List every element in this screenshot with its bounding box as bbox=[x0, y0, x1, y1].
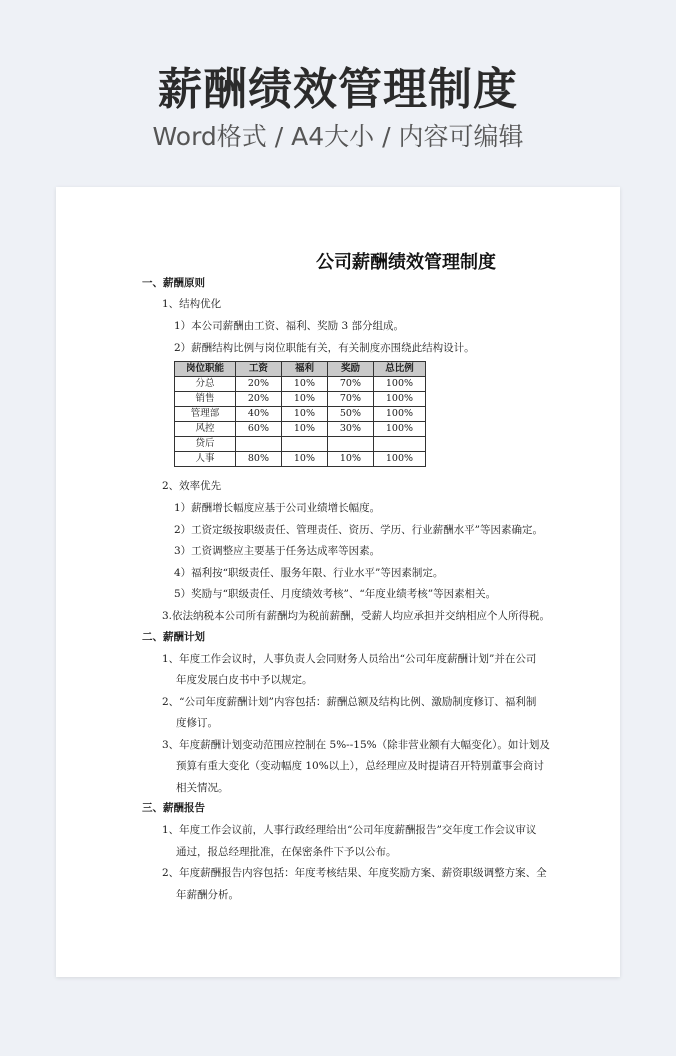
paragraph: 年度发展白皮书中予以规定。 bbox=[176, 674, 313, 686]
table-cell: 10% bbox=[281, 377, 327, 392]
table-cell: 10% bbox=[327, 452, 373, 467]
paragraph: 5）奖励与“职级责任、月度绩效考核”、“年度业绩考核”等因素相关。 bbox=[174, 588, 497, 600]
table-cell: 20% bbox=[235, 377, 281, 392]
paragraph: 2）薪酬结构比例与岗位职能有关，有关制度亦围绕此结构设计。 bbox=[174, 342, 475, 354]
table-cell: 10% bbox=[281, 407, 327, 422]
banner-title: 薪酬绩效管理制度 bbox=[158, 64, 518, 115]
paragraph: 预算有重大变化（变动幅度 10%以上），总经理应及时提请召开特别董事会商讨 bbox=[176, 760, 544, 772]
subsection-structure: 1、结构优化 bbox=[162, 298, 222, 310]
table-cell: 人事 bbox=[175, 452, 236, 467]
paragraph: 相关情况。 bbox=[176, 782, 229, 794]
document-title: 公司薪酬绩效管理制度 bbox=[316, 252, 496, 273]
table-cell: 60% bbox=[235, 422, 281, 437]
table-cell: 风控 bbox=[175, 422, 236, 437]
paragraph: 1、年度工作会议前，人事行政经理给出“公司年度薪酬报告”交年度工作会议审议 bbox=[162, 824, 537, 836]
banner-subtitle: Word格式 / A4大小 / 内容可编辑 bbox=[152, 122, 524, 151]
table-cell: 100% bbox=[373, 407, 425, 422]
table-row bbox=[175, 452, 426, 467]
paragraph: 年薪酬分析。 bbox=[176, 889, 239, 901]
paragraph: 1）本公司薪酬由工资、福利、奖励 3 部分组成。 bbox=[174, 320, 405, 332]
table-cell bbox=[327, 437, 373, 452]
paragraph: 度修订。 bbox=[176, 717, 218, 729]
salary-ratio-table bbox=[174, 361, 426, 467]
paragraph: 3）工资调整应主要基于任务达成率等因素。 bbox=[174, 545, 381, 557]
table-cell bbox=[281, 437, 327, 452]
table-cell: 30% bbox=[327, 422, 373, 437]
document-page bbox=[56, 187, 620, 977]
section-heading-plan: 二、薪酬计划 bbox=[142, 631, 205, 643]
table-header-cell: 福利 bbox=[281, 362, 327, 377]
paragraph: 通过，报总经理批准，在保密条件下予以公布。 bbox=[176, 846, 397, 858]
paragraph: 2、“公司年度薪酬计划”内容包括：薪酬总额及结构比例、激励制度修订、福利制 bbox=[162, 696, 537, 708]
table-cell: 70% bbox=[327, 392, 373, 407]
table-cell: 销售 bbox=[175, 392, 236, 407]
table-cell: 100% bbox=[373, 392, 425, 407]
table-header-row bbox=[175, 362, 426, 377]
table-cell: 100% bbox=[373, 377, 425, 392]
table-cell: 80% bbox=[235, 452, 281, 467]
document-body bbox=[56, 187, 620, 977]
table-cell: 10% bbox=[281, 392, 327, 407]
table-cell: 100% bbox=[373, 422, 425, 437]
table-cell: 100% bbox=[373, 452, 425, 467]
table-row bbox=[175, 437, 426, 452]
table-header-cell: 奖励 bbox=[327, 362, 373, 377]
table-cell: 40% bbox=[235, 407, 281, 422]
table-cell bbox=[373, 437, 425, 452]
paragraph: 1、年度工作会议时，人事负责人会同财务人员给出“公司年度薪酬计划”并在公司 bbox=[162, 653, 537, 665]
table-cell: 50% bbox=[327, 407, 373, 422]
paragraph: 1）薪酬增长幅度应基于公司业绩增长幅度。 bbox=[174, 502, 381, 514]
table-cell: 管理部 bbox=[175, 407, 236, 422]
subsection-efficiency: 2、效率优先 bbox=[162, 480, 222, 492]
table-cell: 10% bbox=[281, 422, 327, 437]
table-header-cell: 工资 bbox=[235, 362, 281, 377]
table-cell: 70% bbox=[327, 377, 373, 392]
table-cell: 分总 bbox=[175, 377, 236, 392]
section-heading-report: 三、薪酬报告 bbox=[142, 802, 205, 814]
paragraph: 3、年度薪酬计划变动范围应控制在 5%--15%（除非营业额有大幅变化）。如计划及 bbox=[162, 739, 550, 751]
table-header-cell: 总比例 bbox=[373, 362, 425, 377]
section-heading-principles: 一、薪酬原则 bbox=[142, 277, 205, 289]
table-row bbox=[175, 407, 426, 422]
paragraph: 2）工资定级按职级责任、管理责任、资历、学历、行业薪酬水平”等因素确定。 bbox=[174, 524, 544, 536]
table-header-cell: 岗位职能 bbox=[175, 362, 236, 377]
table-row bbox=[175, 392, 426, 407]
paragraph: 2、年度薪酬报告内容包括：年度考核结果、年度奖励方案、薪资职级调整方案、全 bbox=[162, 867, 547, 879]
paragraph: 4）福利按“职级责任、服务年限、行业水平”等因素制定。 bbox=[174, 567, 444, 579]
table-cell: 10% bbox=[281, 452, 327, 467]
paragraph: 3.依法纳税本公司所有薪酬均为税前薪酬，受薪人均应承担并交纳相应个人所得税。 bbox=[162, 610, 551, 622]
table-row bbox=[175, 422, 426, 437]
table-cell bbox=[235, 437, 281, 452]
table-cell: 20% bbox=[235, 392, 281, 407]
table-row bbox=[175, 377, 426, 392]
table-cell: 贷后 bbox=[175, 437, 236, 452]
